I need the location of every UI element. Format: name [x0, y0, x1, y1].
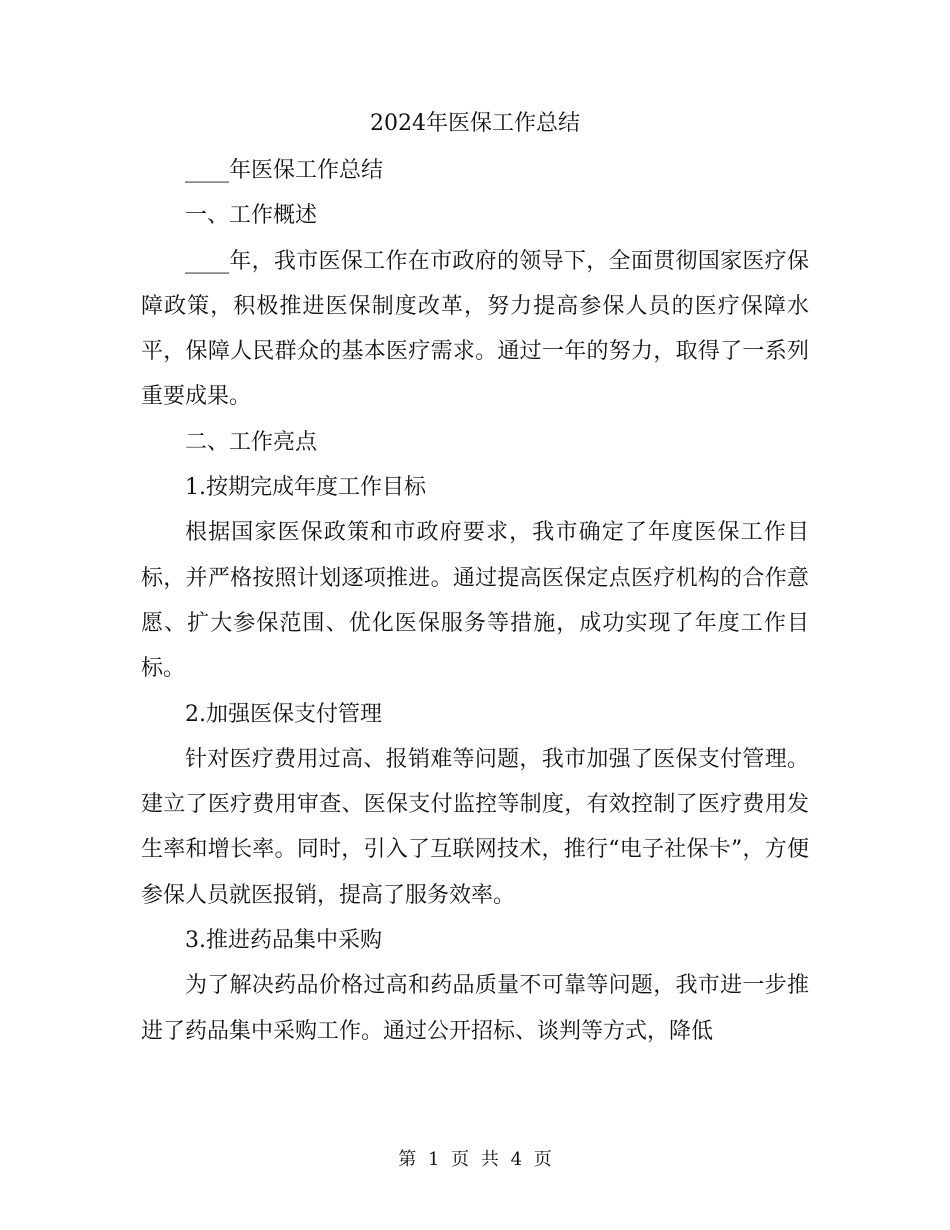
subsection-heading: 1.按期完成年度工作目标: [185, 475, 426, 501]
body-paragraph: 为了解决药品价格过高和药品质量不可靠等问题，我市进一步推进了药品集中采购工作。通过公开招标、谈判等方式，降低: [141, 973, 809, 1044]
section-heading: 二、工作亮点: [185, 429, 318, 455]
subtitle-paragraph: ____年医保工作总结: [185, 158, 384, 183]
subsection-heading: 2.加强医保支付管理: [185, 701, 382, 727]
page-footer: 第 1 页 共 4 页: [398, 1149, 552, 1170]
body-paragraph: 根据国家医保政策和市政府要求，我市确定了年度医保工作目标，并严格按照计划逐项推进。通过提高医保定点医疗机构的合作意愿、扩大参保范围、优化医保服务等措施，成功实现了年度工作目标。: [141, 520, 809, 682]
document-body: [141, 148, 809, 1054]
subsection-heading: 3.推进药品集中采购: [185, 928, 382, 954]
body-paragraph: ____年，我市医保工作在市政府的领导下，全面贯彻国家医疗保障政策，积极推进医保制度改革，努力提高参保人员的医疗保障水平，保障人民群众的基本医疗需求。通过一年的努力，取得了一系列重要成果。: [141, 248, 809, 410]
section-heading: 一、工作概述: [185, 203, 318, 229]
body-paragraph: 针对医疗费用过高、报销难等问题，我市加强了医保支付管理。建立了医疗费用审查、医保支付监控等制度，有效控制了医疗费用发生率和增长率。同时，引入了互联网技术，推行“电子社保卡”，方便参保人员就医报销，提高了服务效率。: [141, 746, 809, 908]
document-title: 2024年医保工作总结: [370, 111, 580, 136]
